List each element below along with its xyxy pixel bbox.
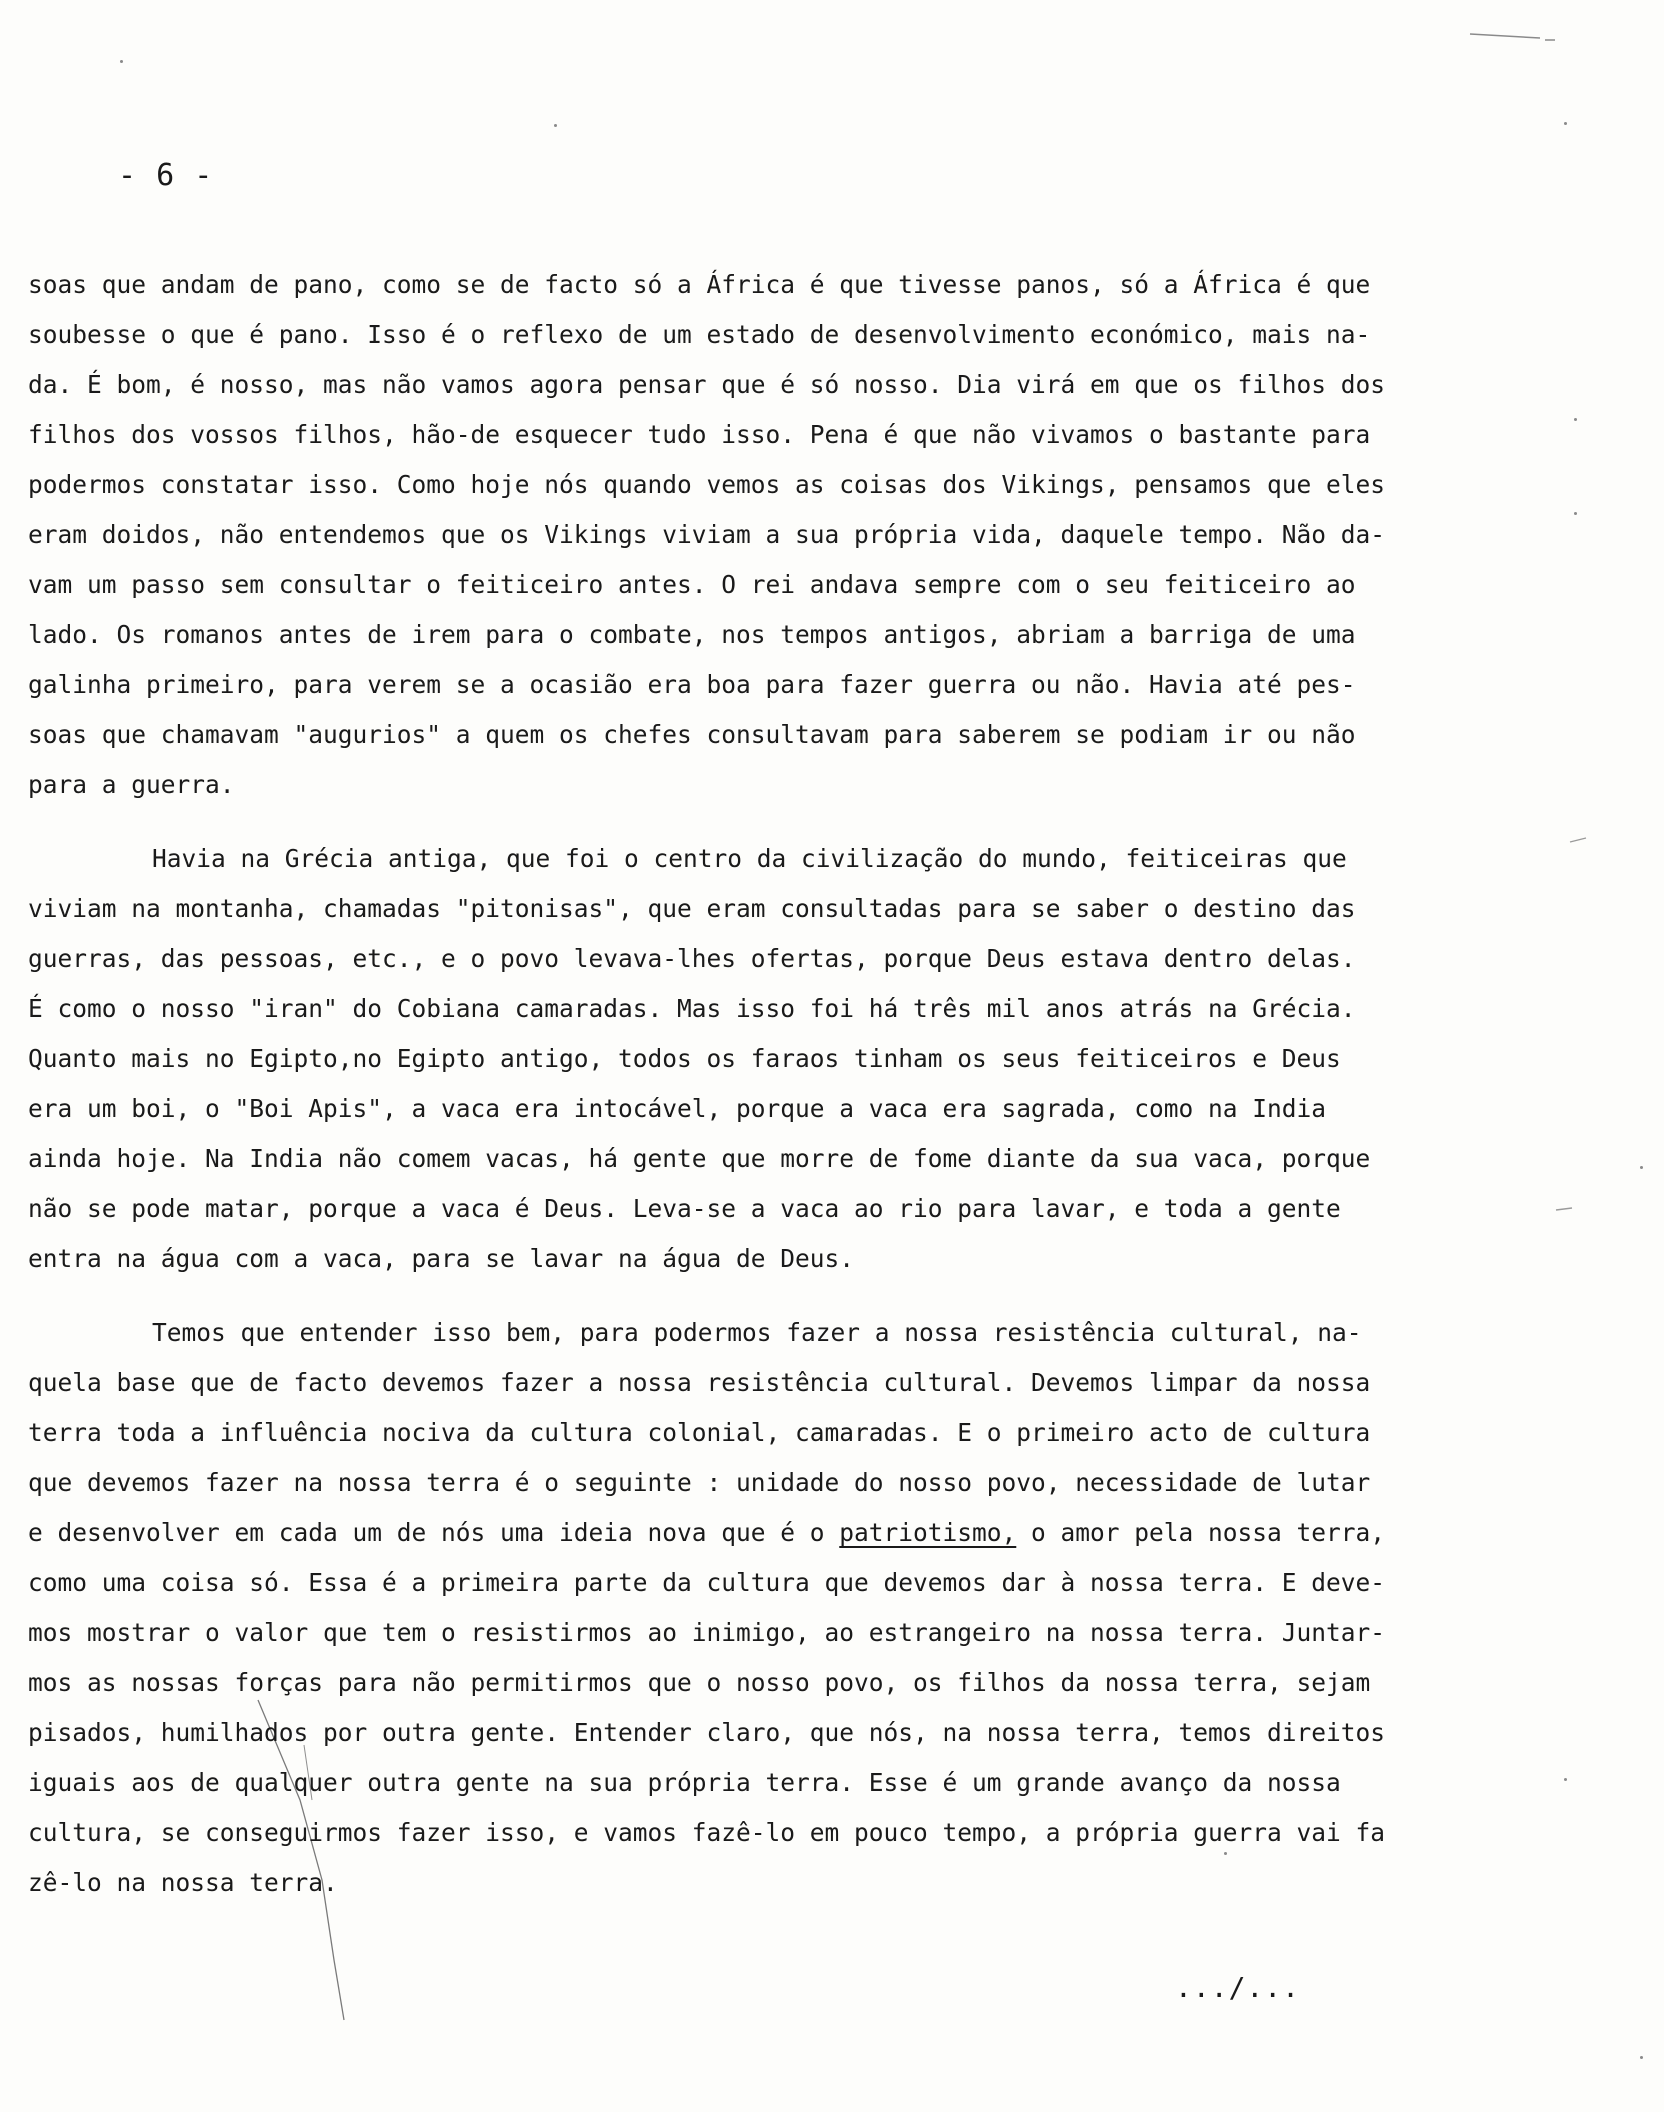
text-line: iguais aos de qualquer outra gente na sua própria terra. Esse é um grande avanço da nossa [28, 1768, 1341, 1797]
paper-speck [1574, 512, 1577, 515]
text-line: como uma coisa só. Essa é a primeira parte da cultura que devemos dar à nossa terra. E deve- [28, 1568, 1386, 1597]
text-segment: e desenvolver em cada um de nós uma ideia nova que é o [28, 1518, 840, 1547]
paper-speck [120, 60, 123, 63]
text-line: quela base que de facto devemos fazer a nossa resistência cultural. Devemos limpar da nossa [28, 1368, 1371, 1397]
text-line: podermos constatar isso. Como hoje nós quando vemos as coisas dos Vikings, pensamos que eles [28, 470, 1386, 499]
text-line: Temos que entender isso bem, para podermos fazer a nossa resistência cultural, na- [152, 1318, 1362, 1347]
text-line: mos as nossas forças para não permitirmos que o nosso povo, os filhos da nossa terra, sejam [28, 1668, 1371, 1697]
text-line: pisados, humilhados por outra gente. Entender claro, que nós, na nossa terra, temos direitos [28, 1718, 1386, 1747]
text-line: da. É bom, é nosso, mas não vamos agora pensar que é só nosso. Dia virá em que os filhos dos [28, 370, 1386, 399]
text-segment: o amor pela nossa terra, [1016, 1518, 1386, 1547]
text-line: É como o nosso "iran" do Cobiana camaradas. Mas isso foi há três mil anos atrás na Grécia. [28, 994, 1356, 1023]
text-line: soas que chamavam "augurios" a quem os chefes consultavam para saberem se podiam ir ou não [28, 720, 1356, 749]
text-line: filhos dos vossos filhos, hão-de esquecer tudo isso. Pena é que não vivamos o bastante para [28, 420, 1371, 449]
text-line: Quanto mais no Egipto,no Egipto antigo, todos os faraos tinham os seus feiticeiros e Deus [28, 1044, 1341, 1073]
text-line: era um boi, o "Boi Apis", a vaca era intocável, porque a vaca era sagrada, como na India [28, 1094, 1327, 1123]
text-line: soas que andam de pano, como se de facto só a África é que tivesse panos, só a África é que [28, 270, 1371, 299]
text-line: cultura, se conseguirmos fazer isso, e vamos fazê-lo em pouco tempo, a própria guerra vai fa [28, 1818, 1386, 1847]
text-line: mos mostrar o valor que tem o resistirmos ao inimigo, ao estrangeiro na nossa terra. Juntar- [28, 1618, 1386, 1647]
text-line: terra toda a influência nociva da cultura colonial, camaradas. E o primeiro acto de cultura [28, 1418, 1371, 1447]
paragraph-gap [28, 1284, 1468, 1308]
underlined-word: patriotismo, [839, 1518, 1017, 1547]
page-number: - 6 - [118, 158, 214, 193]
paper-speck [1640, 1166, 1643, 1169]
text-line: guerras, das pessoas, etc., e o povo levava-lhes ofertas, porque Deus estava dentro delas. [28, 944, 1356, 973]
text-line-with-underline [28, 1508, 1468, 1558]
text-line: não se pode matar, porque a vaca é Deus. Leva-se a vaca ao rio para lavar, e toda a gente [28, 1194, 1341, 1223]
paragraph-2 [28, 834, 1468, 1284]
text-line: para a guerra. [28, 770, 235, 799]
text-line: viviam na montanha, chamadas "pitonisas", que eram consultadas para se saber o destino das [28, 894, 1356, 923]
text-line: que devemos fazer na nossa terra é o seguinte : unidade do nosso povo, necessidade de lutar [28, 1468, 1371, 1497]
text-line: lado. Os romanos antes de irem para o combate, nos tempos antigos, abriam a barriga de uma [28, 620, 1356, 649]
paper-speck [1574, 418, 1577, 421]
body-text [28, 260, 1468, 1908]
paper-speck [554, 124, 557, 127]
text-line: eram doidos, não entendemos que os Vikings viviam a sua própria vida, daquele tempo. Não da- [28, 520, 1386, 549]
text-line: ainda hoje. Na India não comem vacas, há gente que morre de fome diante da sua vaca, porque [28, 1144, 1371, 1173]
paper-speck [1640, 2056, 1643, 2059]
continuation-mark: .../... [1175, 1971, 1301, 2004]
paragraph-1 [28, 260, 1468, 810]
paper-speck [1564, 122, 1567, 125]
text-line: vam um passo sem consultar o feiticeiro antes. O rei andava sempre com o seu feiticeiro ao [28, 570, 1356, 599]
paragraph-3 [28, 1308, 1468, 1908]
text-line: soubesse o que é pano. Isso é o reflexo de um estado de desenvolvimento económico, mais na- [28, 320, 1371, 349]
paper-speck [1564, 1778, 1567, 1781]
text-line: entra na água com a vaca, para se lavar na água de Deus. [28, 1244, 855, 1273]
paragraph-gap [28, 810, 1468, 834]
text-line: galinha primeiro, para verem se a ocasião era boa para fazer guerra ou não. Havia até pes- [28, 670, 1356, 699]
text-line: zê-lo na nossa terra. [28, 1868, 338, 1897]
text-line: Havia na Grécia antiga, que foi o centro da civilização do mundo, feiticeiras que [152, 844, 1347, 873]
